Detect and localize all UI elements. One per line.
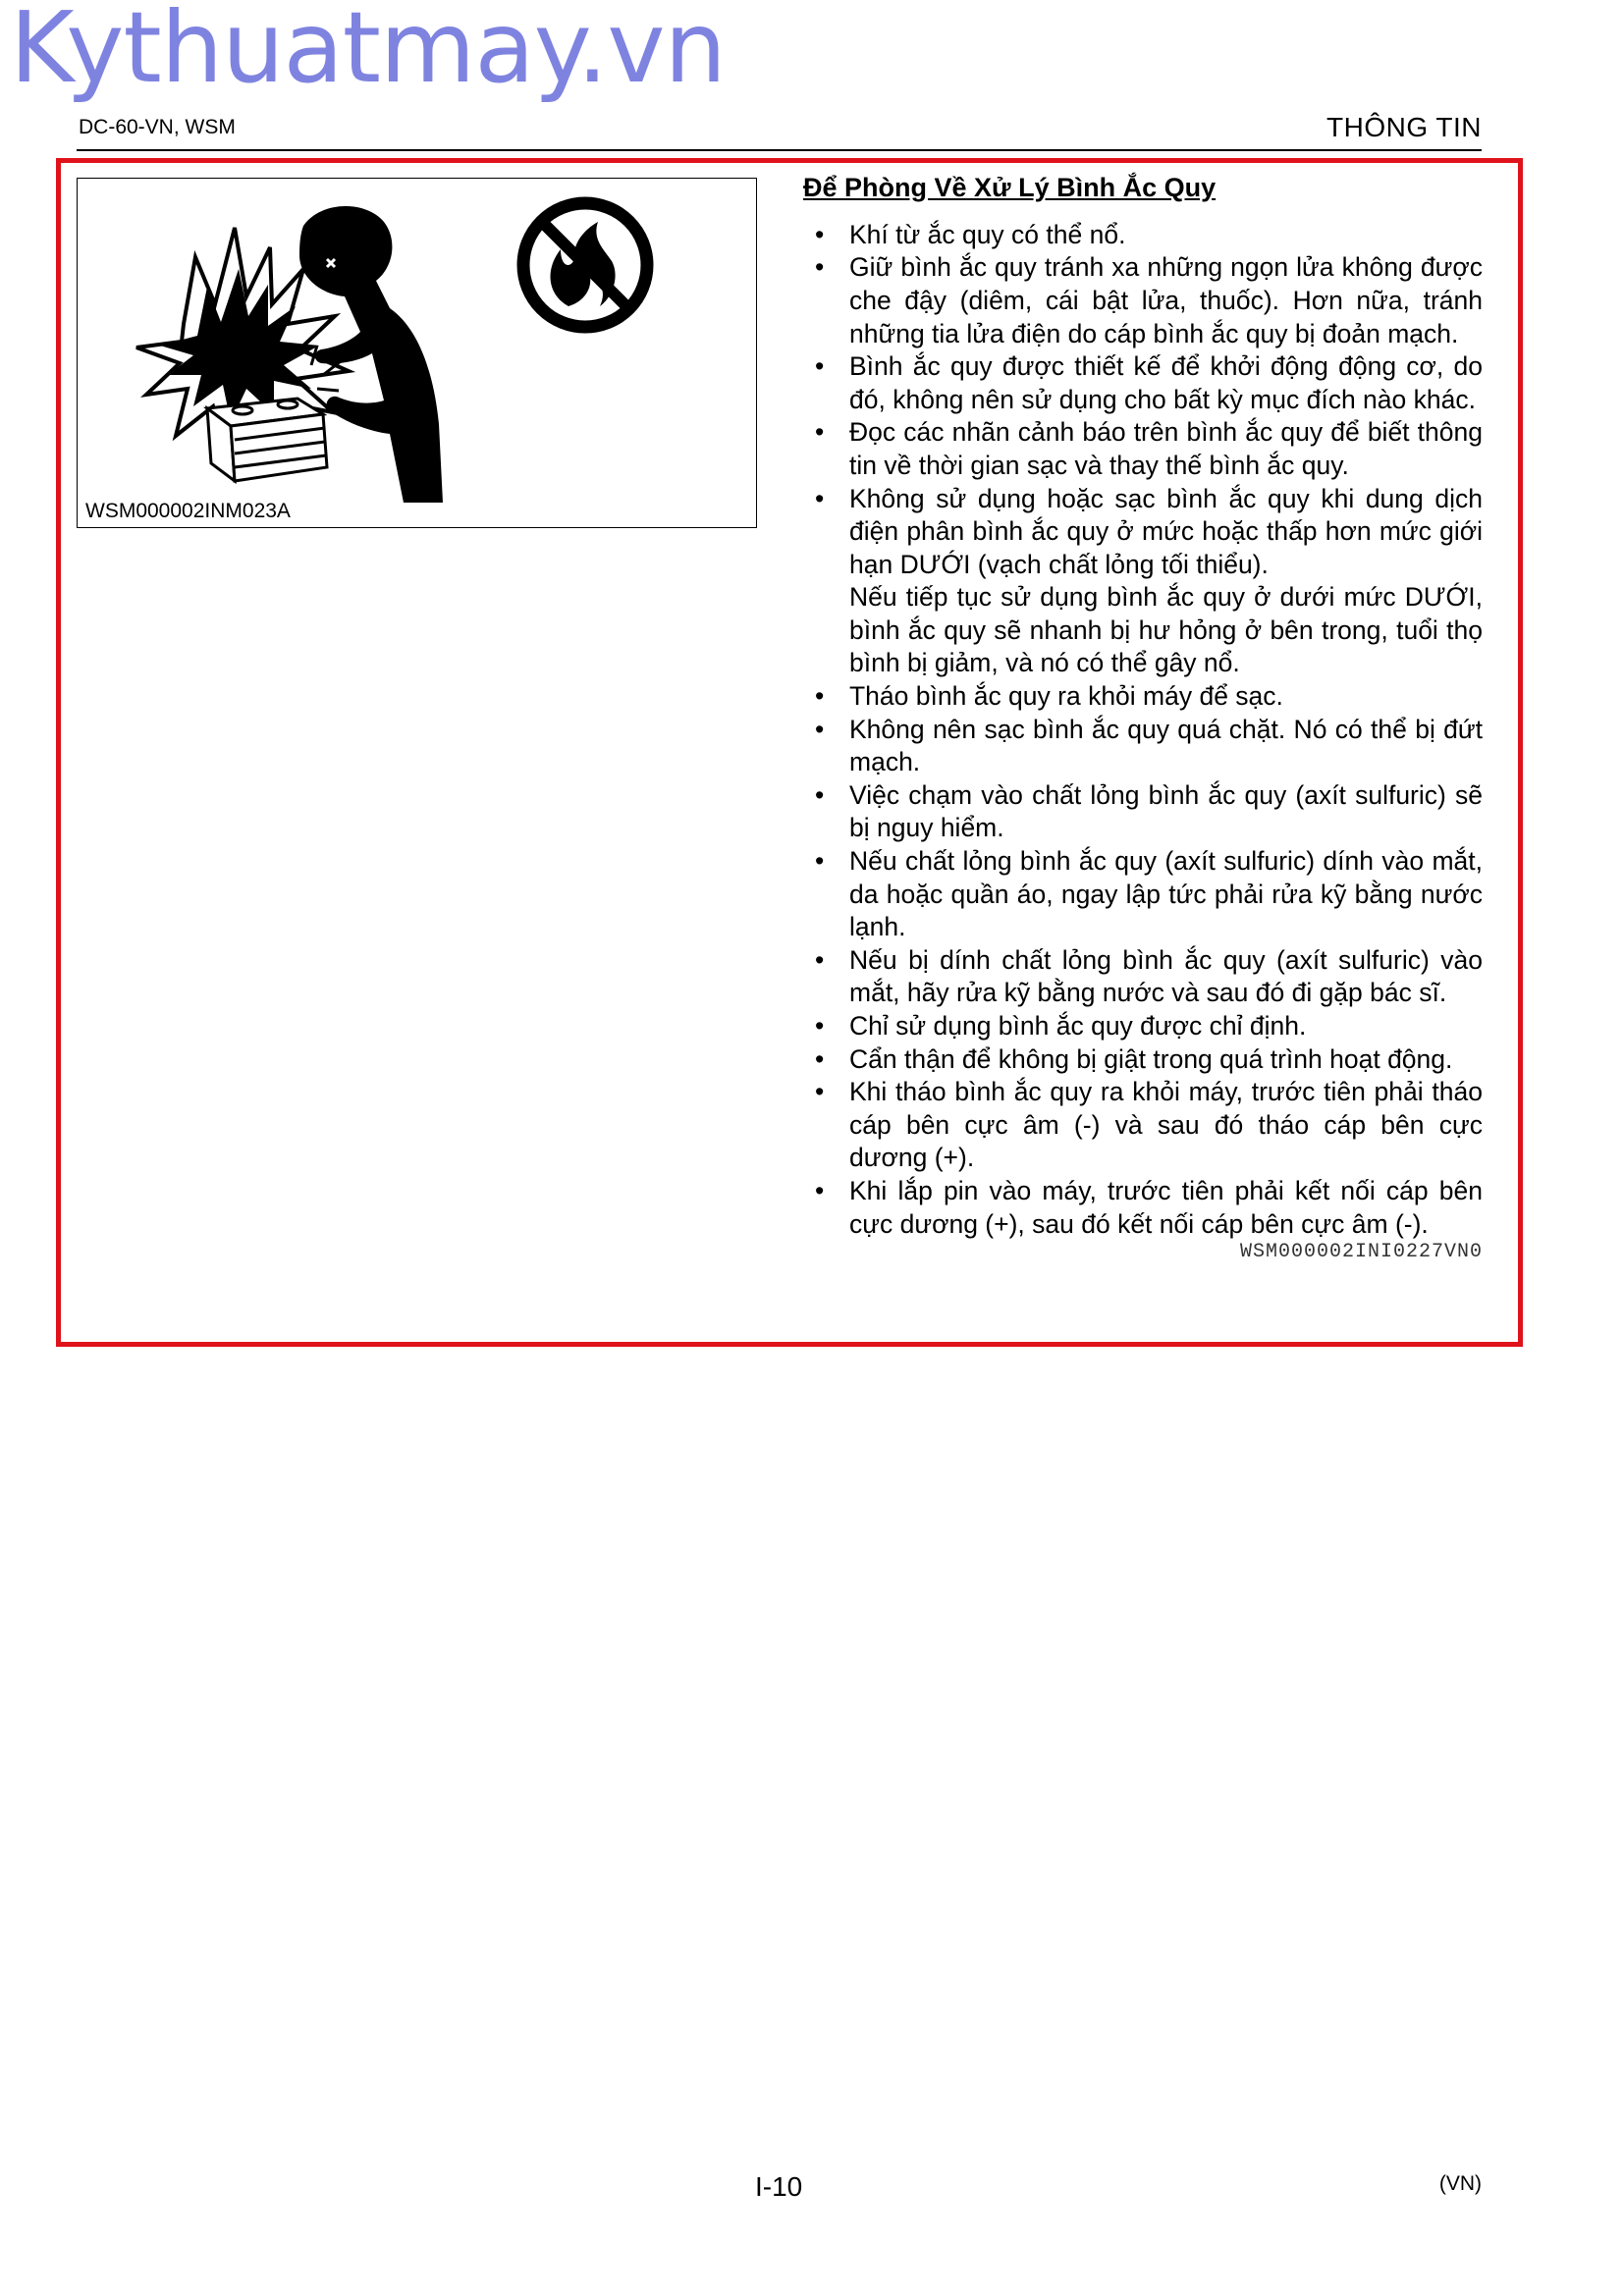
bullet-icon: • xyxy=(815,1077,825,1107)
list-item-text: Chỉ sử dụng bình ắc quy được chỉ định. xyxy=(849,1011,1307,1041)
list-item-text: Nếu bị dính chất lỏng bình ắc quy (axít sulfuric) vào mắt, hãy rửa kỹ bằng nước và sau đó đi gặp bác sĩ. xyxy=(849,944,1483,1008)
bullet-icon: • xyxy=(815,1175,825,1205)
language-code: (VN) xyxy=(1438,2172,1482,2195)
list-item xyxy=(803,416,1483,482)
bullet-icon: • xyxy=(815,483,825,513)
list-item-text: Không nên sạc bình ắc quy quá chặt. Nó có thể bị đứt mạch. xyxy=(849,714,1483,777)
precaution-list xyxy=(803,219,1483,1241)
list-item-text: Đọc các nhãn cảnh báo trên bình ắc quy để biết thông tin về thời gian sạc và thay thế bình ắc quy. xyxy=(849,417,1483,480)
chapter-title: THÔNG TIN xyxy=(1326,112,1482,142)
list-item xyxy=(803,714,1483,779)
bullet-icon: • xyxy=(815,714,825,744)
bullet-icon: • xyxy=(815,846,825,877)
bullet-icon: • xyxy=(815,417,825,448)
bullet-icon: • xyxy=(815,681,825,712)
list-item-note: Nếu tiếp tục sử dụng bình ắc quy ở dưới mức DƯỚI, bình ắc quy sẽ nhanh bị hư hỏng ở bên trong, tuổi thọ bình bị giảm, và nó có thể gây nổ. xyxy=(849,582,1483,678)
list-item xyxy=(803,219,1483,252)
list-item-text: Không sử dụng hoặc sạc bình ắc quy khi dung dịch điện phân bình ắc quy ở mức hoặc thấp hơn mức giới hạn DƯỚI (vạch chất lỏng tối thiểu). xyxy=(849,483,1483,579)
list-item-text: Khi lắp pin vào máy, trước tiên phải kết nối cáp bên cực dương (+), sau đó kết nối cáp bên cực âm (-). xyxy=(849,1175,1483,1239)
header-divider xyxy=(77,149,1482,151)
battery-explosion-illustration xyxy=(78,179,755,526)
site-watermark: Kythuatmay.vn xyxy=(10,0,726,105)
list-item xyxy=(803,483,1483,681)
list-item-text: Cẩn thận để không bị giật trong quá trình hoạt động. xyxy=(849,1043,1453,1074)
list-item xyxy=(803,350,1483,416)
list-item xyxy=(803,251,1483,350)
list-item xyxy=(803,779,1483,845)
bullet-icon: • xyxy=(815,219,825,249)
list-item xyxy=(803,680,1483,714)
document-code: DC-60-VN, WSM xyxy=(79,116,236,138)
list-item-text: Khi tháo bình ắc quy ra khỏi máy, trước tiên phải tháo cáp bên cực âm (-) và sau đó tháo cáp bên cực dương (+). xyxy=(849,1077,1483,1173)
bullet-icon: • xyxy=(815,779,825,810)
list-item-text: Khí từ ắc quy có thể nổ. xyxy=(849,219,1126,249)
list-item-text: Nếu chất lỏng bình ắc quy (axít sulfuric) dính vào mắt, da hoặc quần áo, ngay lập tức phải rửa kỹ bằng nước lạnh. xyxy=(849,846,1483,942)
list-item xyxy=(803,1175,1483,1241)
list-item xyxy=(803,845,1483,944)
list-item-text: Tháo bình ắc quy ra khỏi máy để sạc. xyxy=(849,681,1283,712)
section-title: Để Phòng Về Xử Lý Bình Ắc Quy xyxy=(803,173,1217,202)
list-item xyxy=(803,1010,1483,1043)
bullet-icon: • xyxy=(815,1043,825,1074)
bullet-icon: • xyxy=(815,351,825,382)
bullet-icon: • xyxy=(815,252,825,283)
no-fire-icon xyxy=(523,203,647,327)
battery-warning-figure xyxy=(77,178,757,528)
battery-precautions-section xyxy=(803,165,1483,1263)
battery-icon xyxy=(207,399,327,481)
list-item xyxy=(803,1043,1483,1077)
list-item-text: Giữ bình ắc quy tránh xa những ngọn lửa không được che đậy (diêm, cái bật lửa, thuốc). Hơn nữa, tránh những tia lửa điện do cáp bình ắc quy bị đoản mạch. xyxy=(849,252,1483,348)
list-item xyxy=(803,1076,1483,1175)
page-number: I-10 xyxy=(755,2171,803,2202)
reference-code: WSM000002INI0227VN0 xyxy=(1239,1241,1483,1264)
bullet-icon: • xyxy=(815,944,825,975)
list-item-text: Việc chạm vào chất lỏng bình ắc quy (axít sulfuric) sẽ bị nguy hiểm. xyxy=(849,779,1483,843)
figure-code: WSM000002INM023A xyxy=(85,500,291,522)
list-item xyxy=(803,944,1483,1010)
list-item-text: Bình ắc quy được thiết kế để khởi động động cơ, do đó, không nên sử dụng cho bất kỳ mục đích nào khác. xyxy=(849,351,1483,414)
bullet-icon: • xyxy=(815,1011,825,1041)
